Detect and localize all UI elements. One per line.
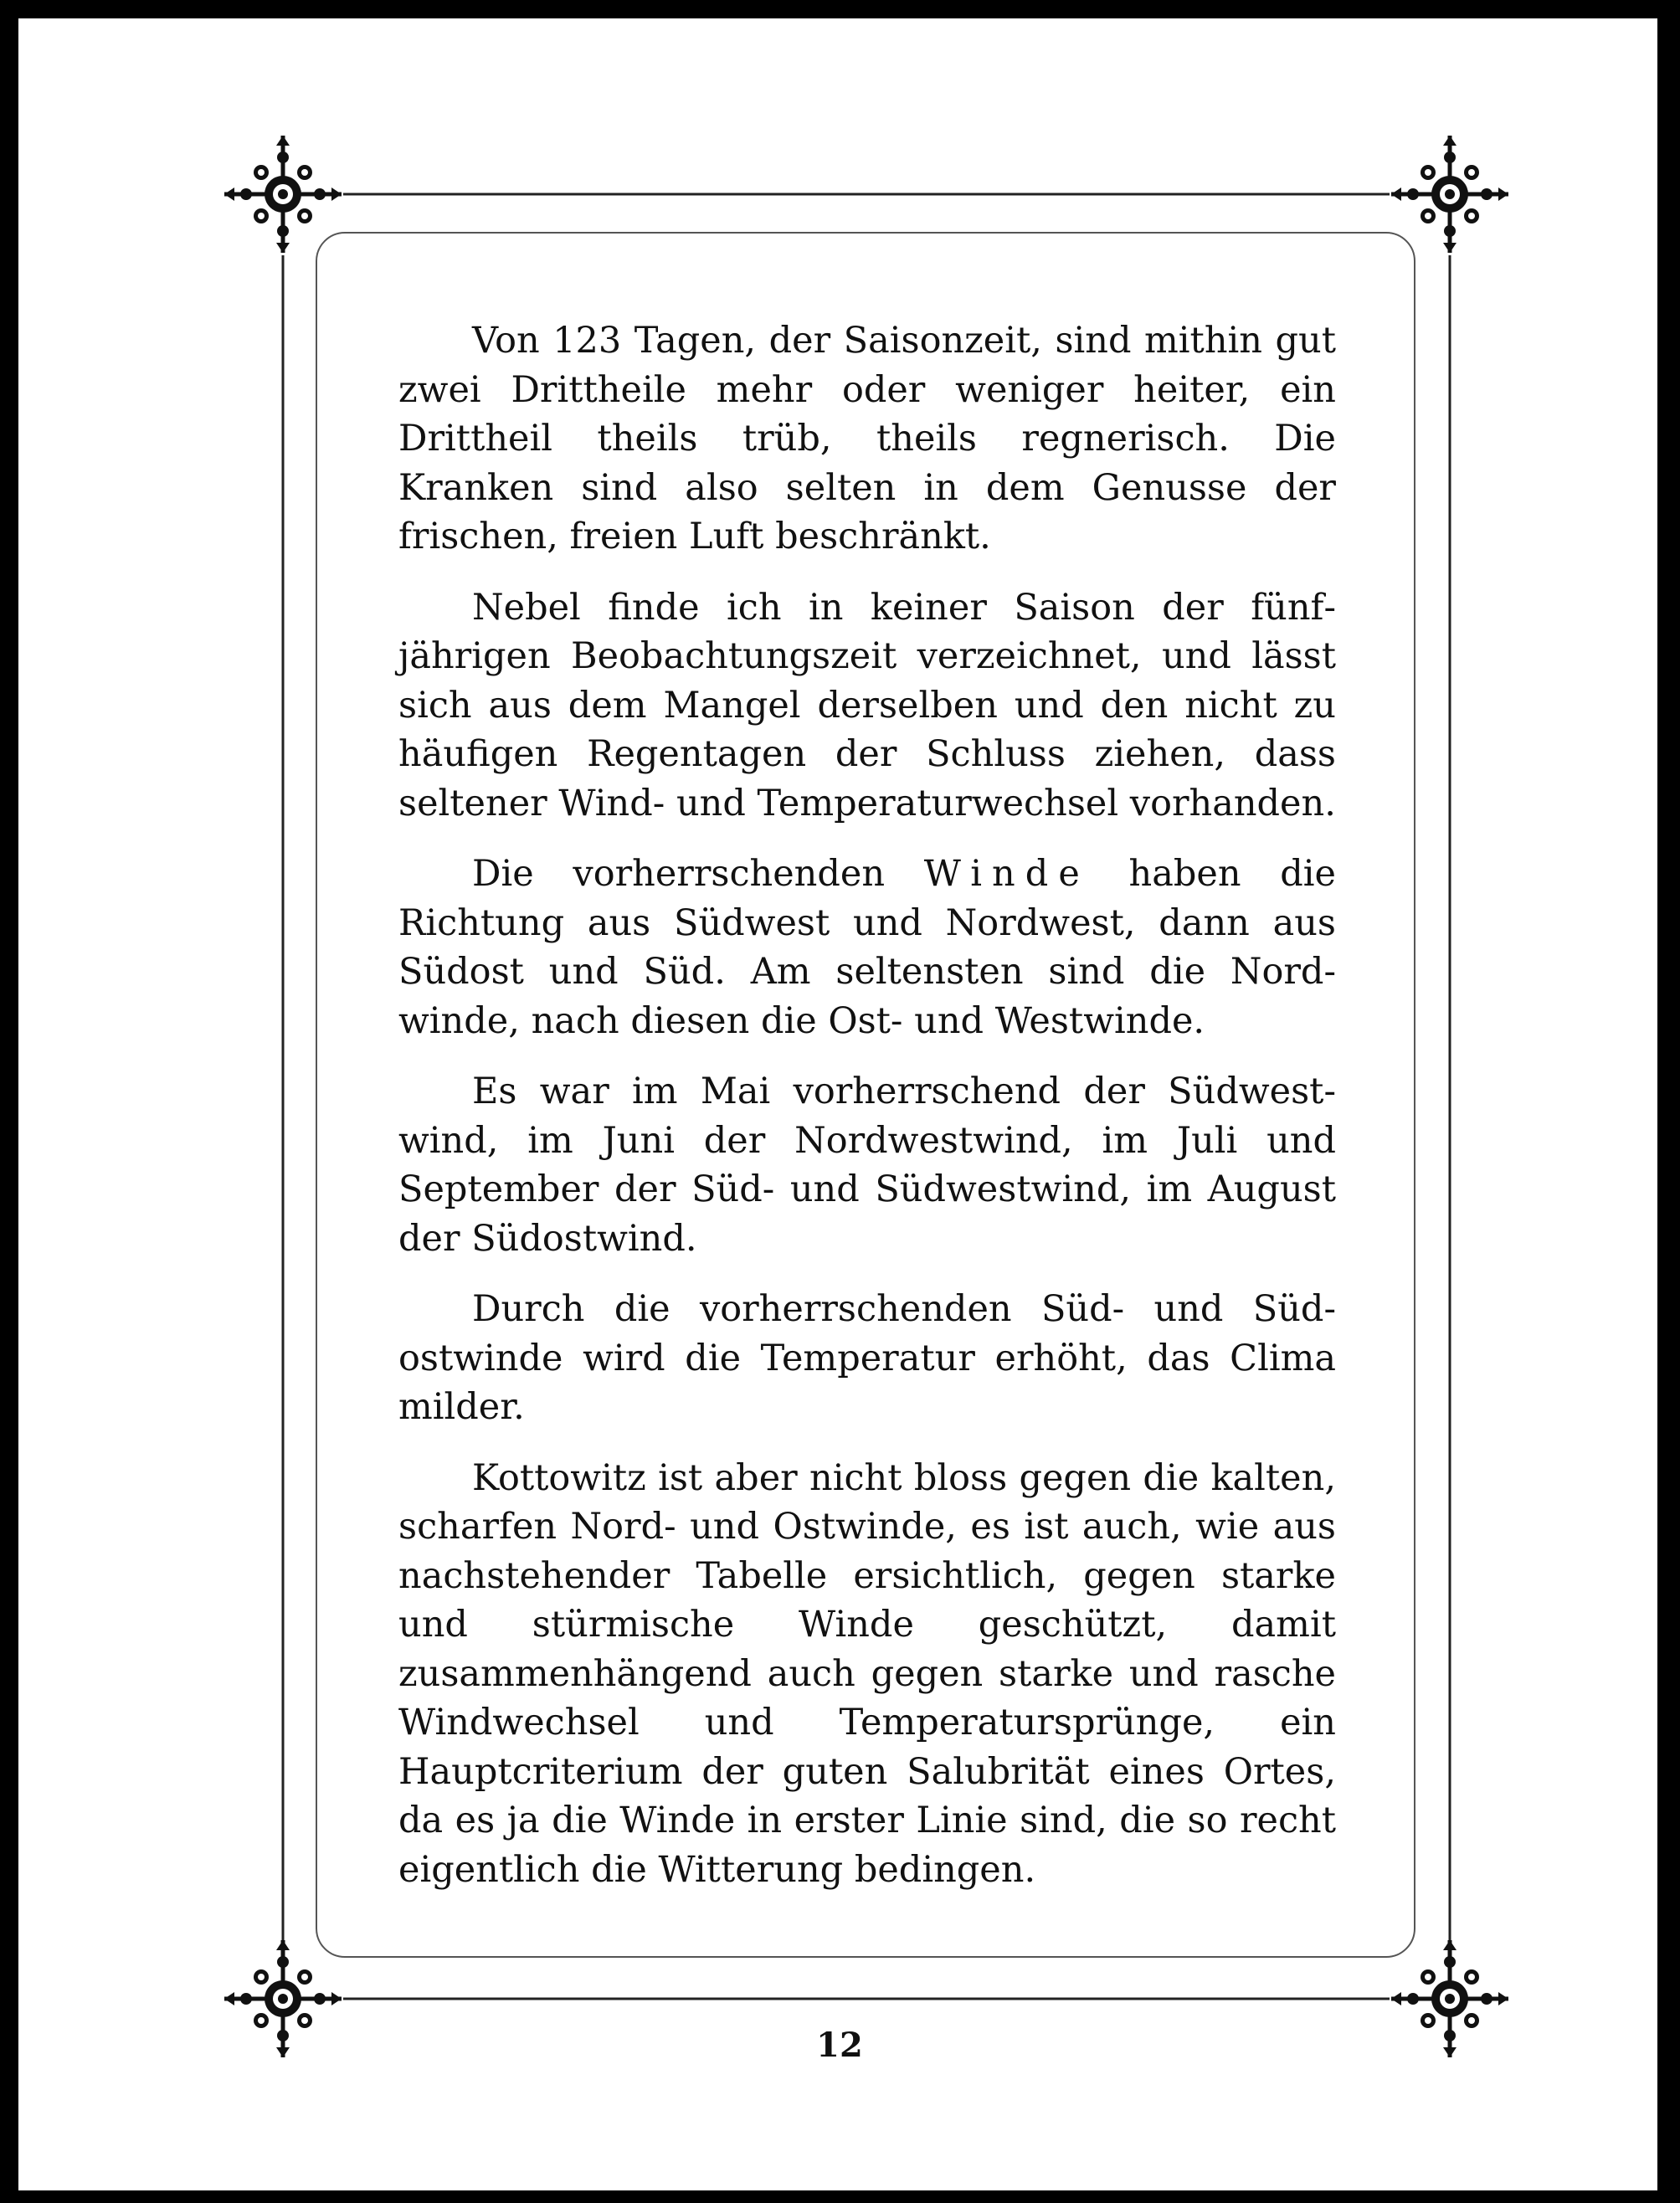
emphasized-word: Winde (923, 853, 1090, 895)
page-number: 12 (816, 2026, 863, 2065)
paragraph-3-start: Die vorherrschenden (472, 853, 924, 895)
paragraph-3-end: haben die Richtung aus Südwest und Nordwest, dann aus Südost und Süd. Am seltensten sind die Nordwinde, nach diesen die Ost- und Westwinde. (398, 853, 1336, 1042)
paragraph-3 (398, 850, 1336, 1045)
paragraph-2: Nebel finde ich in keiner Saison der fünfjährigen Beobachtungszeit verzeichnet, und lässt sich aus dem Mangel derselben und den nicht zu häufigen Regentagen der Schluss ziehen, dass seltener Wind- und Temperaturwechsel vorhanden. (398, 586, 1336, 824)
paragraph-1: Von 123 Tagen, der Saisonzeit, sind mithin gut zwei Drittheile mehr oder weniger heiter, ein Drittheil theils trüb, theils regnerisch. Die Kranken sind also selten in dem Genusse der frischen, freien Luft beschränkt. (398, 320, 1336, 557)
paragraph-6: Kottowitz ist aber nicht bloss gegen die kalten, scharfen Nord- und Ostwinde, es ist auch, wie aus nachstehender Tabelle ersichtlich, gegen starke und stürmische Winde geschützt, damit zusammenhängend auch gegen starke und rasche Windwechsel und Temperatursprünge, ein Hauptcriterium der guten Salubrität eines Ortes, da es ja die Winde in erster Linie sind, die so recht eigentlich die Witterung bedingen. (398, 1456, 1336, 1891)
paragraph-5: Durch die vorherrschenden Süd- und Südostwinde wird die Temperatur erhöht, das Clima milder. (398, 1288, 1336, 1428)
main-text (398, 316, 1336, 1916)
paragraph-4: Es war im Mai vorherrschend der Südwestwind, im Juni der Nordwestwind, im Juli und September der Süd- und Südwestwind, im August der Südostwind. (398, 1071, 1336, 1260)
